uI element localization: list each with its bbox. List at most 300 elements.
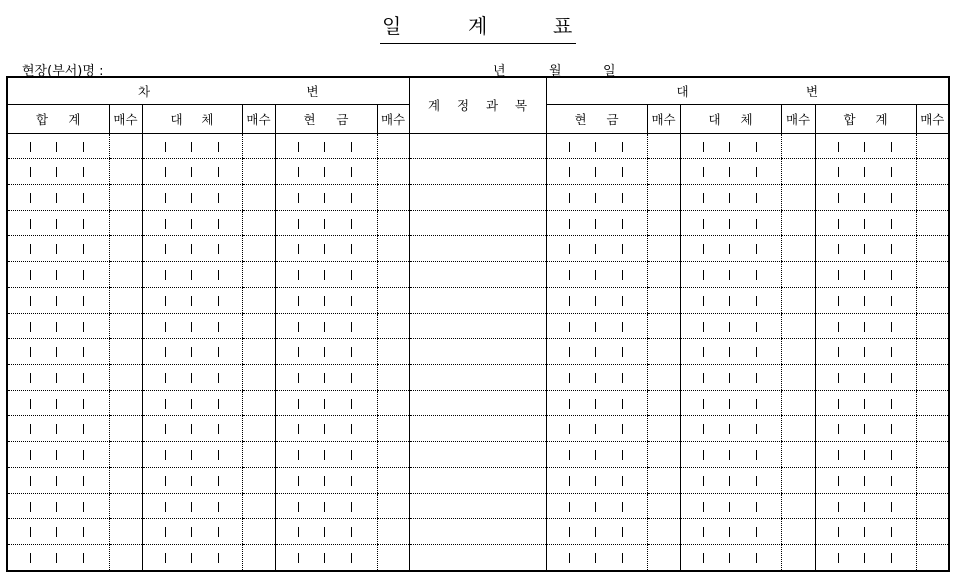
count-cell[interactable]	[781, 442, 815, 468]
count-cell[interactable]	[242, 262, 275, 288]
amount-cell[interactable]	[680, 519, 781, 545]
digit-tick	[351, 553, 352, 563]
count-cell[interactable]	[647, 262, 680, 288]
amount-cell[interactable]	[815, 467, 916, 493]
count-cell[interactable]	[109, 442, 142, 468]
amount-cell[interactable]	[815, 287, 916, 313]
digit-separator-ticks	[143, 314, 242, 339]
count-cell[interactable]	[916, 442, 949, 468]
amount-cell[interactable]	[275, 416, 377, 442]
digit-tick	[729, 244, 730, 254]
digit-tick	[298, 142, 299, 152]
count-cell[interactable]	[242, 133, 275, 159]
count-cell[interactable]	[109, 236, 142, 262]
account-cell[interactable]	[409, 313, 546, 339]
digit-tick	[864, 502, 865, 512]
amount-cell[interactable]	[142, 210, 242, 236]
amount-cell[interactable]	[680, 236, 781, 262]
digit-tick	[191, 322, 192, 332]
amount-cell[interactable]	[7, 519, 109, 545]
digit-tick	[218, 424, 219, 434]
amount-cell[interactable]	[815, 493, 916, 519]
account-cell[interactable]	[409, 519, 546, 545]
count-cell[interactable]	[781, 467, 815, 493]
debit-col-count: 매수	[109, 104, 142, 133]
account-cell[interactable]	[409, 467, 546, 493]
digit-tick	[165, 347, 166, 357]
count-cell[interactable]	[647, 442, 680, 468]
count-cell[interactable]	[242, 339, 275, 365]
count-cell[interactable]	[242, 159, 275, 185]
count-cell[interactable]	[647, 210, 680, 236]
count-cell[interactable]	[109, 467, 142, 493]
digit-tick	[864, 399, 865, 409]
amount-cell[interactable]	[815, 210, 916, 236]
amount-cell[interactable]	[546, 390, 647, 416]
digit-tick	[56, 219, 57, 229]
count-cell[interactable]	[242, 390, 275, 416]
count-cell[interactable]	[109, 390, 142, 416]
count-cell[interactable]	[242, 493, 275, 519]
account-cell[interactable]	[409, 416, 546, 442]
amount-cell[interactable]	[815, 390, 916, 416]
amount-cell[interactable]	[815, 262, 916, 288]
digit-tick	[83, 167, 84, 177]
amount-cell[interactable]	[7, 262, 109, 288]
count-cell[interactable]	[781, 390, 815, 416]
digit-tick	[191, 167, 192, 177]
count-cell[interactable]	[916, 287, 949, 313]
amount-cell[interactable]	[142, 262, 242, 288]
digit-tick	[351, 296, 352, 306]
count-cell[interactable]	[916, 236, 949, 262]
count-cell[interactable]	[377, 287, 409, 313]
amount-cell[interactable]	[7, 236, 109, 262]
account-cell[interactable]	[409, 133, 546, 159]
digit-tick	[622, 219, 623, 229]
credit-col-count: 매수	[916, 104, 949, 133]
count-cell[interactable]	[916, 519, 949, 545]
amount-cell[interactable]	[7, 493, 109, 519]
count-cell[interactable]	[109, 210, 142, 236]
count-cell[interactable]	[377, 519, 409, 545]
digit-tick	[30, 296, 31, 306]
amount-cell[interactable]	[546, 262, 647, 288]
amount-cell[interactable]	[142, 236, 242, 262]
digit-tick	[83, 399, 84, 409]
digit-separator-ticks	[143, 468, 242, 493]
digit-tick	[729, 399, 730, 409]
digit-tick	[864, 424, 865, 434]
count-cell[interactable]	[109, 519, 142, 545]
amount-cell[interactable]	[546, 545, 647, 571]
amount-cell[interactable]	[815, 545, 916, 571]
account-cell[interactable]	[409, 159, 546, 185]
count-cell[interactable]	[781, 339, 815, 365]
digit-tick	[595, 219, 596, 229]
count-cell[interactable]	[377, 339, 409, 365]
amount-cell[interactable]	[142, 519, 242, 545]
count-cell[interactable]	[647, 365, 680, 391]
count-cell[interactable]	[647, 519, 680, 545]
count-cell[interactable]	[242, 185, 275, 211]
digit-tick	[83, 527, 84, 537]
count-cell[interactable]	[781, 210, 815, 236]
digit-separator-ticks	[547, 288, 647, 313]
count-cell[interactable]	[109, 262, 142, 288]
count-cell[interactable]	[647, 390, 680, 416]
digit-tick	[622, 193, 623, 203]
count-cell[interactable]	[109, 185, 142, 211]
amount-cell[interactable]	[142, 390, 242, 416]
count-cell[interactable]	[916, 313, 949, 339]
amount-cell[interactable]	[275, 185, 377, 211]
count-cell[interactable]	[242, 545, 275, 571]
count-cell[interactable]	[242, 365, 275, 391]
digit-tick	[30, 270, 31, 280]
count-cell[interactable]	[781, 133, 815, 159]
digit-tick	[351, 476, 352, 486]
amount-cell[interactable]	[275, 236, 377, 262]
amount-cell[interactable]	[142, 467, 242, 493]
digit-tick	[165, 527, 166, 537]
table-row	[7, 339, 949, 365]
amount-cell[interactable]	[7, 313, 109, 339]
count-cell[interactable]	[647, 133, 680, 159]
count-cell[interactable]	[242, 287, 275, 313]
count-cell[interactable]	[109, 313, 142, 339]
amount-cell[interactable]	[142, 185, 242, 211]
amount-cell[interactable]	[275, 442, 377, 468]
count-cell[interactable]	[242, 519, 275, 545]
amount-cell[interactable]	[680, 210, 781, 236]
amount-cell[interactable]	[546, 519, 647, 545]
count-cell[interactable]	[377, 365, 409, 391]
count-cell[interactable]	[377, 262, 409, 288]
count-cell[interactable]	[781, 545, 815, 571]
account-cell[interactable]	[409, 493, 546, 519]
amount-cell[interactable]	[7, 467, 109, 493]
account-cell[interactable]	[409, 442, 546, 468]
amount-cell[interactable]	[680, 287, 781, 313]
digit-tick	[83, 424, 84, 434]
amount-cell[interactable]	[7, 287, 109, 313]
count-cell[interactable]	[377, 133, 409, 159]
amount-cell[interactable]	[815, 313, 916, 339]
amount-cell[interactable]	[546, 467, 647, 493]
account-cell[interactable]	[409, 390, 546, 416]
digit-tick	[703, 244, 704, 254]
count-cell[interactable]	[916, 339, 949, 365]
digit-separator-ticks	[681, 185, 781, 210]
amount-cell[interactable]	[546, 133, 647, 159]
digit-separator-ticks	[547, 468, 647, 493]
amount-cell[interactable]	[275, 390, 377, 416]
digit-tick	[191, 270, 192, 280]
digit-separator-ticks	[143, 494, 242, 519]
count-cell[interactable]	[377, 545, 409, 571]
digit-separator-ticks	[681, 365, 781, 390]
count-cell[interactable]	[916, 467, 949, 493]
digit-tick	[756, 399, 757, 409]
count-cell[interactable]	[916, 545, 949, 571]
count-cell[interactable]	[109, 365, 142, 391]
amount-cell[interactable]	[7, 210, 109, 236]
amount-cell[interactable]	[275, 545, 377, 571]
count-cell[interactable]	[647, 339, 680, 365]
amount-cell[interactable]	[275, 467, 377, 493]
count-cell[interactable]	[377, 442, 409, 468]
digit-separator-ticks	[681, 442, 781, 467]
count-cell[interactable]	[781, 236, 815, 262]
count-cell[interactable]	[647, 287, 680, 313]
digit-separator-ticks	[143, 391, 242, 416]
amount-cell[interactable]	[680, 493, 781, 519]
digit-tick	[595, 502, 596, 512]
amount-cell[interactable]	[680, 545, 781, 571]
count-cell[interactable]	[781, 493, 815, 519]
digit-tick	[351, 244, 352, 254]
amount-cell[interactable]	[275, 313, 377, 339]
count-cell[interactable]	[377, 313, 409, 339]
count-cell[interactable]	[647, 467, 680, 493]
digit-separator-ticks	[547, 545, 647, 570]
digit-tick	[30, 322, 31, 332]
count-cell[interactable]	[109, 545, 142, 571]
digit-separator-ticks	[816, 519, 916, 544]
amount-cell[interactable]	[546, 236, 647, 262]
amount-cell[interactable]	[142, 287, 242, 313]
digit-tick	[165, 450, 166, 460]
amount-cell[interactable]	[815, 133, 916, 159]
digit-tick	[703, 450, 704, 460]
amount-cell[interactable]	[680, 339, 781, 365]
count-cell[interactable]	[916, 390, 949, 416]
digit-separator-ticks	[276, 288, 377, 313]
count-cell[interactable]	[781, 365, 815, 391]
amount-cell[interactable]	[680, 365, 781, 391]
digit-separator-ticks	[276, 494, 377, 519]
digit-separator-ticks	[8, 391, 109, 416]
amount-cell[interactable]	[680, 262, 781, 288]
amount-cell[interactable]	[546, 287, 647, 313]
amount-cell[interactable]	[142, 416, 242, 442]
digit-separator-ticks	[276, 211, 377, 236]
count-cell[interactable]	[377, 467, 409, 493]
count-cell[interactable]	[916, 210, 949, 236]
digit-tick	[191, 399, 192, 409]
account-cell[interactable]	[409, 339, 546, 365]
amount-cell[interactable]	[7, 545, 109, 571]
count-cell[interactable]	[781, 287, 815, 313]
count-cell[interactable]	[109, 133, 142, 159]
amount-cell[interactable]	[275, 210, 377, 236]
amount-cell[interactable]	[142, 339, 242, 365]
count-cell[interactable]	[242, 210, 275, 236]
count-cell[interactable]	[916, 262, 949, 288]
count-cell[interactable]	[781, 519, 815, 545]
amount-cell[interactable]	[815, 185, 916, 211]
account-cell[interactable]	[409, 210, 546, 236]
amount-cell[interactable]	[815, 365, 916, 391]
digit-tick	[864, 476, 865, 486]
count-cell[interactable]	[242, 416, 275, 442]
amount-cell[interactable]	[7, 133, 109, 159]
digit-tick	[324, 296, 325, 306]
amount-cell[interactable]	[142, 545, 242, 571]
count-cell[interactable]	[377, 236, 409, 262]
digit-tick	[30, 347, 31, 357]
count-cell[interactable]	[916, 159, 949, 185]
digit-tick	[569, 322, 570, 332]
amount-cell[interactable]	[680, 390, 781, 416]
count-cell[interactable]	[377, 493, 409, 519]
amount-cell[interactable]	[7, 159, 109, 185]
count-cell[interactable]	[781, 416, 815, 442]
count-cell[interactable]	[242, 467, 275, 493]
amount-cell[interactable]	[275, 133, 377, 159]
amount-cell[interactable]	[680, 416, 781, 442]
count-cell[interactable]	[647, 545, 680, 571]
count-cell[interactable]	[647, 159, 680, 185]
count-cell[interactable]	[377, 159, 409, 185]
count-cell[interactable]	[109, 159, 142, 185]
digit-tick	[729, 476, 730, 486]
account-cell[interactable]	[409, 287, 546, 313]
amount-cell[interactable]	[546, 365, 647, 391]
count-cell[interactable]	[916, 365, 949, 391]
count-cell[interactable]	[647, 313, 680, 339]
count-cell[interactable]	[109, 416, 142, 442]
count-cell[interactable]	[647, 185, 680, 211]
digit-tick	[864, 553, 865, 563]
amount-cell[interactable]	[275, 287, 377, 313]
amount-cell[interactable]	[815, 159, 916, 185]
count-cell[interactable]	[109, 493, 142, 519]
count-cell[interactable]	[109, 339, 142, 365]
digit-tick	[622, 399, 623, 409]
count-cell[interactable]	[781, 262, 815, 288]
count-cell[interactable]	[781, 159, 815, 185]
count-cell[interactable]	[377, 185, 409, 211]
digit-tick	[351, 322, 352, 332]
amount-cell[interactable]	[275, 339, 377, 365]
amount-cell[interactable]	[815, 416, 916, 442]
count-cell[interactable]	[916, 133, 949, 159]
amount-cell[interactable]	[546, 159, 647, 185]
amount-cell[interactable]	[546, 416, 647, 442]
count-cell[interactable]	[781, 185, 815, 211]
count-cell[interactable]	[916, 493, 949, 519]
count-cell[interactable]	[242, 236, 275, 262]
digit-separator-ticks	[143, 159, 242, 184]
digit-separator-ticks	[681, 339, 781, 364]
count-cell[interactable]	[647, 493, 680, 519]
account-cell[interactable]	[409, 365, 546, 391]
digit-tick	[595, 476, 596, 486]
digit-tick	[324, 244, 325, 254]
digit-tick	[569, 193, 570, 203]
digit-tick	[595, 347, 596, 357]
count-cell[interactable]	[916, 185, 949, 211]
amount-cell[interactable]	[7, 416, 109, 442]
amount-cell[interactable]	[275, 519, 377, 545]
digit-tick	[838, 322, 839, 332]
amount-cell[interactable]	[546, 313, 647, 339]
account-cell[interactable]	[409, 545, 546, 571]
amount-cell[interactable]	[680, 467, 781, 493]
amount-cell[interactable]	[680, 313, 781, 339]
count-cell[interactable]	[109, 287, 142, 313]
count-cell[interactable]	[781, 313, 815, 339]
digit-tick	[838, 296, 839, 306]
count-cell[interactable]	[377, 390, 409, 416]
digit-separator-ticks	[816, 314, 916, 339]
digit-tick	[838, 219, 839, 229]
digit-separator-ticks	[8, 365, 109, 390]
amount-cell[interactable]	[142, 159, 242, 185]
count-cell[interactable]	[647, 416, 680, 442]
amount-cell[interactable]	[680, 185, 781, 211]
amount-cell[interactable]	[680, 159, 781, 185]
amount-cell[interactable]	[7, 185, 109, 211]
amount-cell[interactable]	[546, 210, 647, 236]
amount-cell[interactable]	[275, 365, 377, 391]
table-row	[7, 416, 949, 442]
amount-cell[interactable]	[680, 442, 781, 468]
count-cell[interactable]	[242, 442, 275, 468]
amount-cell[interactable]	[275, 493, 377, 519]
amount-cell[interactable]	[546, 339, 647, 365]
amount-cell[interactable]	[142, 365, 242, 391]
digit-tick	[191, 193, 192, 203]
count-cell[interactable]	[377, 416, 409, 442]
amount-cell[interactable]	[546, 442, 647, 468]
amount-cell[interactable]	[142, 442, 242, 468]
amount-cell[interactable]	[815, 339, 916, 365]
amount-cell[interactable]	[815, 442, 916, 468]
count-cell[interactable]	[916, 416, 949, 442]
amount-cell[interactable]	[275, 159, 377, 185]
amount-cell[interactable]	[142, 493, 242, 519]
amount-cell[interactable]	[7, 365, 109, 391]
account-cell[interactable]	[409, 185, 546, 211]
amount-cell[interactable]	[546, 493, 647, 519]
amount-cell[interactable]	[680, 133, 781, 159]
amount-cell[interactable]	[142, 313, 242, 339]
digit-separator-ticks	[681, 519, 781, 544]
account-cell[interactable]	[409, 236, 546, 262]
amount-cell[interactable]	[275, 262, 377, 288]
digit-tick	[729, 502, 730, 512]
count-cell[interactable]	[647, 236, 680, 262]
digit-separator-ticks	[816, 339, 916, 364]
amount-cell[interactable]	[7, 390, 109, 416]
amount-cell[interactable]	[7, 339, 109, 365]
amount-cell[interactable]	[7, 442, 109, 468]
amount-cell[interactable]	[815, 519, 916, 545]
account-cell[interactable]	[409, 262, 546, 288]
amount-cell[interactable]	[815, 236, 916, 262]
digit-tick	[703, 476, 704, 486]
count-cell[interactable]	[377, 210, 409, 236]
amount-cell[interactable]	[142, 133, 242, 159]
amount-cell[interactable]	[546, 185, 647, 211]
digit-separator-ticks	[8, 468, 109, 493]
digit-separator-ticks	[547, 416, 647, 441]
count-cell[interactable]	[242, 313, 275, 339]
digit-separator-ticks	[547, 211, 647, 236]
